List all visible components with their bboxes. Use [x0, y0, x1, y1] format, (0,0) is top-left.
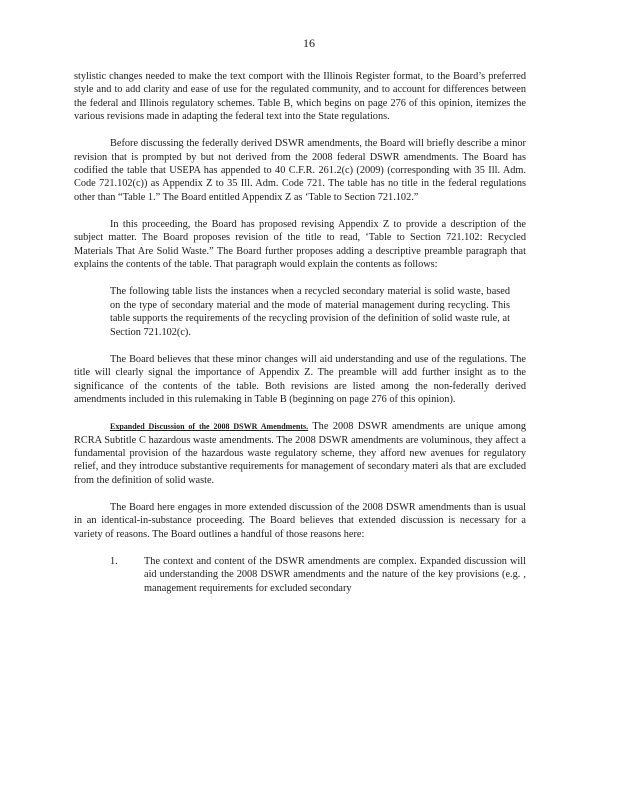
- list-item: [110, 555, 526, 595]
- page-number: 16: [303, 36, 315, 50]
- paragraph-appendix-z-proposal: In this proceeding, the Board has proposed revising Appendix Z to provide a description of the subject matter. The Board proposes revision of the title to read, ‘Table to Section 721.102: Recycled Materials That Are Solid Waste.” The Board further proposes adding a descriptive preamble paragraph that explains the contents of the table. That paragraph would explain the contents as follows:: [74, 219, 526, 271]
- paragraph-extended-discussion: The Board here engages in more extended discussion of the 2008 DSWR amendments than is usual in an identical-in-substance proceeding. The Board believes that extended discussion is necessary for a variety of reasons. The Board outlines a handful of those reasons here:: [74, 501, 526, 540]
- paragraph-dswr-unique: The 2008 DSWR amendments are unique among RCRA Subtitle C hazardous waste amendments. The 2008 DSWR amendments are voluminous, they affect a fundamental provision of the hazardous waste regulatory scheme, they afford new avenues for regulatory relief, and they introduce substantive requirements for management of secondary materi als that are excluded from the definition of solid waste.: [74, 421, 527, 486]
- paragraph-expanded-discussion: [74, 420, 526, 487]
- list-item-number: 1.: [110, 555, 118, 567]
- block-quote-table-preamble: The following table lists the instances when a recycled secondary material is solid waste, based on the type of secondary material and the mode of material management during recycling. This table supports the requirements of the recycling provision of the definition of solid waste rule, at Section 721.102(c).: [110, 286, 510, 338]
- paragraph-minor-revision: Before discussing the federally derived DSWR amendments, the Board will briefly describe a minor revision that is prompted by but not derived from the 2008 federal DSWR amendments. The Board has codified the table that USEPA has appended to 40 C.F.R. 261.2(c) (2009) (corresponding with 35 Ill. Adm. Code 721.102(c)) as Appendix Z to 35 Ill. Adm. Code 721. The table has no title in the federal regulations other than “Table 1.” The Board entitled Appendix Z as ‘Table to Section 721.102.”: [74, 138, 526, 203]
- document-body: [74, 70, 526, 595]
- section-heading: Expanded Discussion of the 2008 DSWR Amendments.: [110, 422, 309, 432]
- paragraph-stylistic-changes: stylistic changes needed to make the text comport with the Illinois Register format, to the Board’s preferred style and to add clarity and ease of use for the regulated community, and to account for differences between the federal and Illinois regulatory schemes. Table B, which begins on page 276 of this opinion, itemizes the various revisions made in adapting the federal text into the State regulations.: [74, 71, 526, 123]
- list-item-text: The context and content of the DSWR amendments are complex. Expanded discussion will aid understanding the 2008 DSWR amendments and the nature of the key provisions (e.g. , management requirements for excluded secondary: [144, 555, 526, 594]
- paragraph-board-believes: The Board believes that these minor changes will aid understanding and use of the regulations. The title will clearly signal the importance of Appendix Z. The preamble will add further insight as to the significance of the contents of the table. Both revisions are listed among the non-federally derived amendments included in this rulemaking in Table B (beginning on page 276 of this opinion).: [74, 353, 526, 405]
